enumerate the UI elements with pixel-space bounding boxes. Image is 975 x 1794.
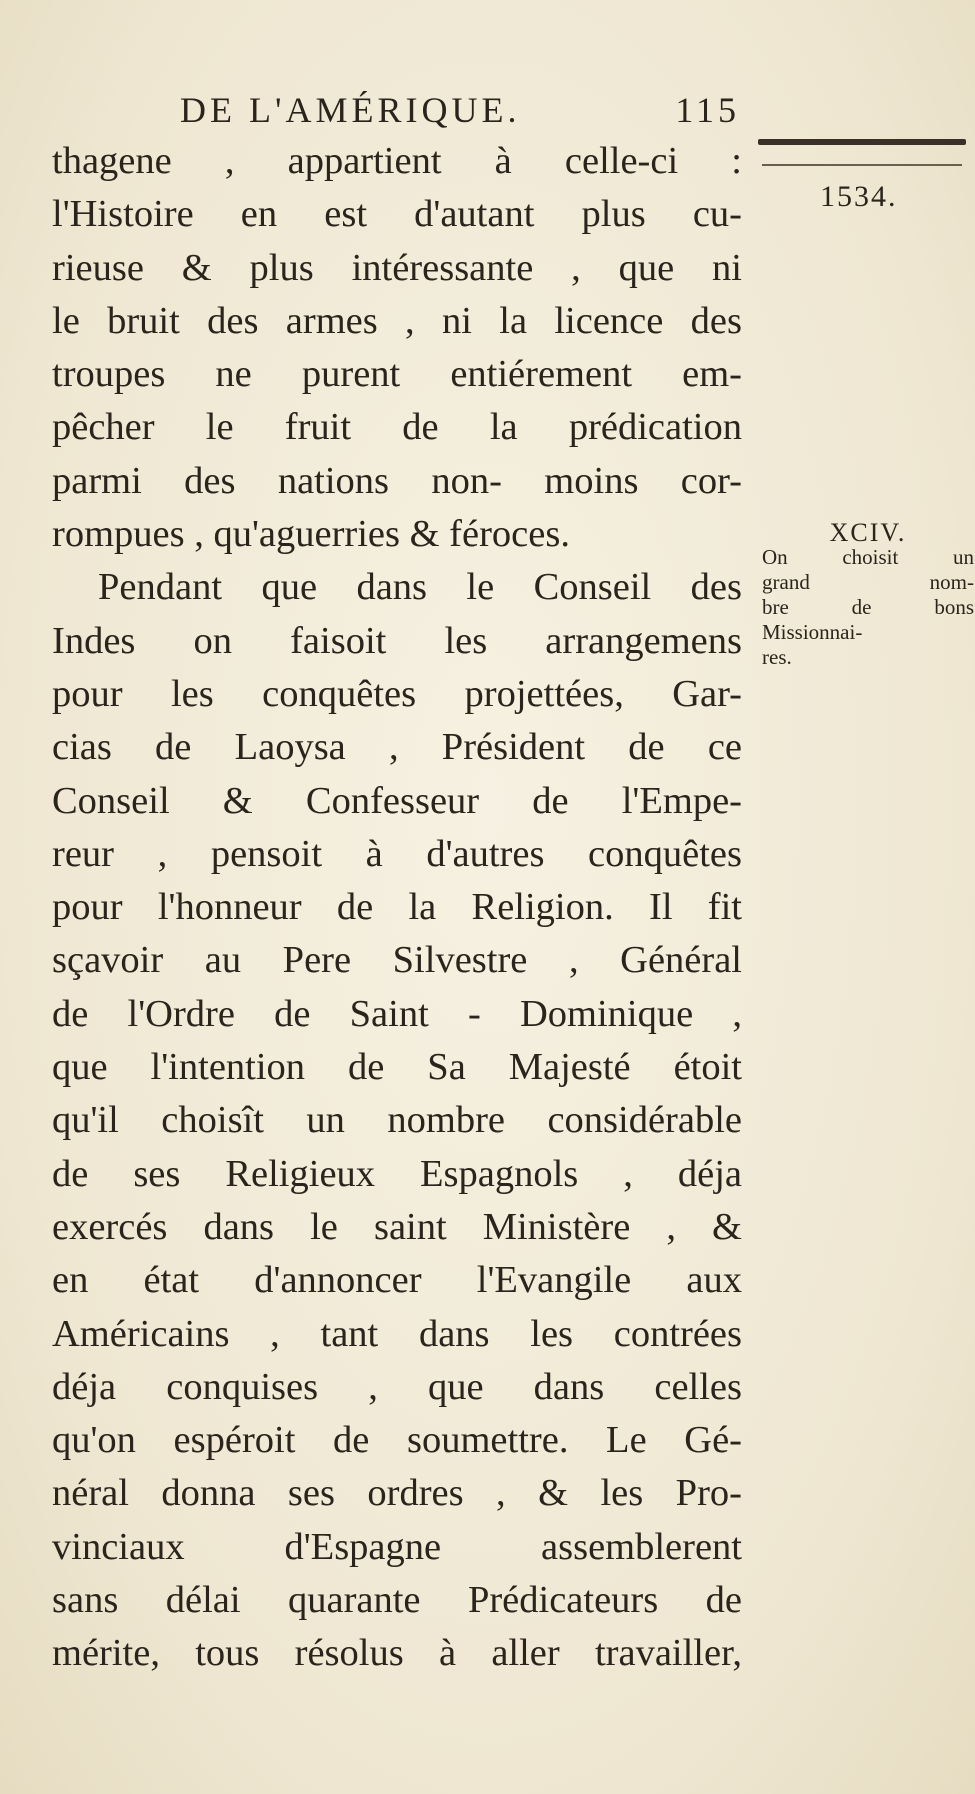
text-line: qu'il choisît un nombre considérable [52,1099,742,1142]
text-line: sans délai quarante Prédicateurs de [52,1579,742,1622]
text-line: Américains , tant dans les contrées [52,1312,742,1355]
text-line: l'Histoire en est d'autant plus cu- [52,193,742,236]
marginal-note-line: res. [762,645,792,669]
running-head-title: DE L'AMÉRIQUE. [180,90,521,130]
page-number: 115 [675,90,740,130]
text-line: pour l'honneur de la Religion. Il fit [52,886,742,929]
marginal-note-number: XCIV. [829,518,907,547]
text-line: vinciaux d'Espagne assemblerent [52,1525,742,1568]
text-line: que l'intention de Sa Majesté étoit [52,1046,742,1089]
text-line: troupes ne purent entiérement em- [52,353,742,396]
paragraph-first-line: Pendant que dans le Conseil des [98,566,742,609]
text-line: Conseil & Confesseur de l'Empe- [52,779,742,822]
text-line: thagene , appartient à celle-ci : [52,140,742,182]
marginal-note-line: bre de bons [762,595,974,619]
text-line: de ses Religieux Espagnols , déja [52,1152,742,1195]
text-line: pour les conquêtes projettées, Gar- [52,672,742,715]
text-line: parmi des nations non- moins cor- [52,459,742,502]
marginal-note [762,520,974,670]
text-line: mérite, tous résolus à aller travailler, [52,1632,742,1675]
text-line: qu'on espéroit de soumettre. Le Gé- [52,1419,742,1462]
marginal-note-line: On choisit un [762,545,974,569]
body-text [52,135,742,1681]
text-line: sçavoir au Pere Silvestre , Général [52,939,742,982]
margin-thin-rule [762,164,962,166]
text-line: en état d'annoncer l'Evangile aux [52,1259,742,1302]
text-line: le bruit des armes , ni la licence des [52,299,742,342]
text-line: cias de Laoysa , Président de ce [52,726,742,769]
text-line: pêcher le fruit de la prédication [52,406,742,449]
text-line: Indes on faisoit les arrangemens [52,619,742,662]
text-line: déja conquises , que dans celles [52,1365,742,1408]
text-line: de l'Ordre de Saint - Dominique , [52,992,742,1035]
marginal-note-line: grand nom- [762,570,974,594]
margin-year: 1534. [820,180,898,213]
text-line: néral donna ses ordres , & les Pro- [52,1472,742,1515]
marginal-note-line: Missionnai- [762,620,863,644]
text-line: exercés dans le saint Ministère , & [52,1205,742,1248]
margin-ornament-rule [758,139,966,145]
text-line: rieuse & plus intéressante , que ni [52,246,742,289]
text-line: rompues , qu'aguerries & féroces. [52,513,570,556]
text-line: reur , pensoit à d'autres conquêtes [52,832,742,875]
running-head [180,84,740,136]
